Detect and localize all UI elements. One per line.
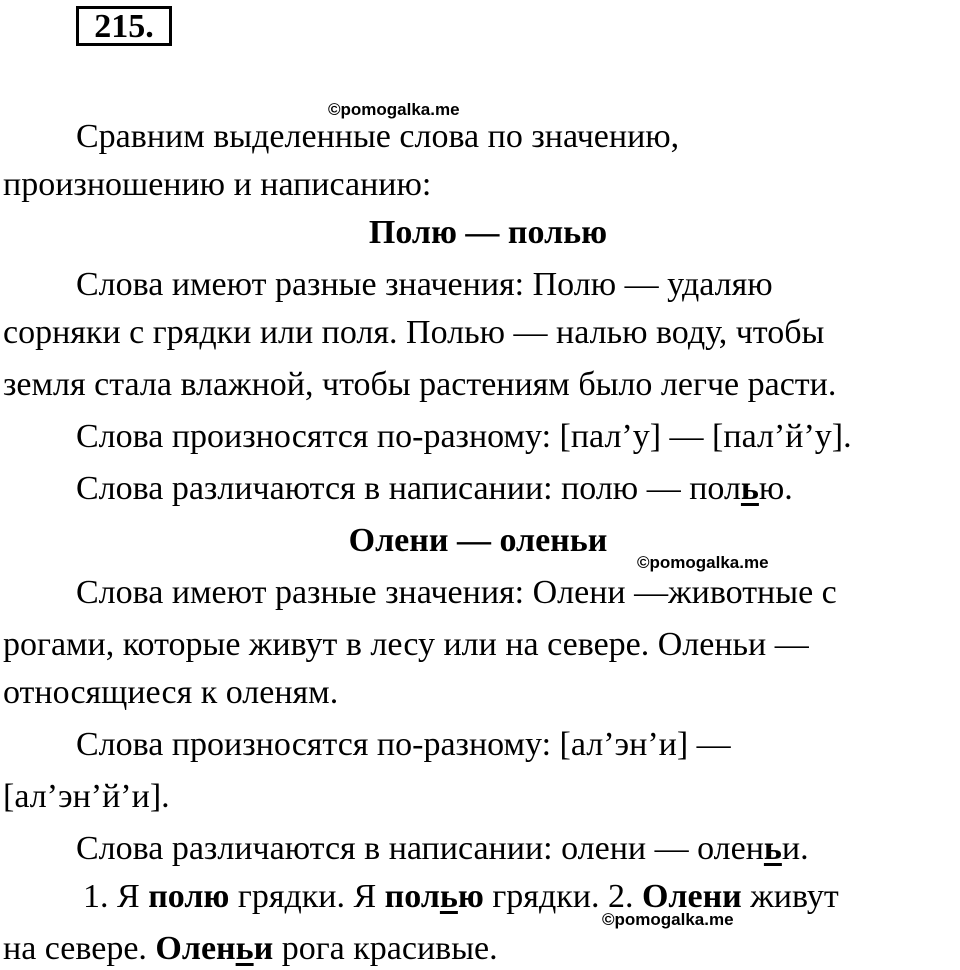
sentence-text: грядки. 2. (483, 878, 642, 915)
soft-sign-mark: ь (439, 878, 458, 915)
watermark-middle: ©pomogalka.me (637, 553, 769, 572)
oleni-meaning-line-2: рогами, которые живут в лесу или на севере. Оленьи — (3, 626, 809, 663)
polyu-pronunciation: Слова произносятся по-разному: [пал’у] — [пал’й’у]. (76, 418, 852, 455)
bold-word: Олен (155, 930, 236, 967)
soft-sign-mark: ь (740, 470, 759, 507)
polyu-meaning-line-3: земля стала влажной, чтобы растениям было легче расти. (3, 366, 837, 403)
soft-sign-mark: ь (763, 830, 782, 867)
sentence-text: рога красивые. (273, 930, 498, 967)
watermark-bottom: ©pomogalka.me (602, 910, 734, 929)
oleni-meaning-line-1: Слова имеют разные значения: Олени —животные с (76, 574, 837, 611)
oleni-pronunciation-line-2: [ал’эн’й’и]. (3, 778, 170, 815)
polyu-spelling-end: ю. (758, 470, 793, 507)
oleni-spelling (76, 829, 809, 869)
heading-oleni: Олени — оленьи (348, 522, 608, 559)
sentence-text: на севере. (3, 930, 156, 967)
sentence-line-2 (3, 929, 498, 969)
polyu-meaning-line-1: Слова имеют разные значения: Полю — удаляю (76, 266, 773, 303)
intro-line-1: Сравним выделенные слова по значению, (76, 118, 680, 155)
bold-word: пол (384, 878, 440, 915)
sentence-text: 1. Я (83, 878, 149, 915)
oleni-meaning-line-3: относящиеся к оленям. (3, 674, 339, 711)
oleni-pronunciation-line-1: Слова произносятся по-разному: [ал’эн’и] — (76, 726, 731, 763)
bold-word: Олени (641, 878, 742, 915)
polyu-spelling-text: Слова различаются в написании: полю — пол (76, 470, 741, 507)
soft-sign-mark: ь (235, 930, 254, 967)
watermark-top: ©pomogalka.me (328, 100, 460, 119)
bold-word: ю (457, 878, 484, 915)
heading-polyu: Полю — полью (368, 214, 608, 251)
sentence-text: грядки. Я (229, 878, 385, 915)
bold-word: и (253, 930, 274, 967)
oleni-spelling-end: и. (781, 830, 809, 867)
polyu-meaning-line-2: сорняки с грядки или поля. Полью — налью воду, чтобы (3, 314, 825, 351)
bold-word: полю (148, 878, 230, 915)
oleni-spelling-text: Слова различаются в написании: олени — олен (76, 830, 764, 867)
polyu-spelling (76, 469, 793, 509)
sentence-text: живут (741, 878, 839, 915)
intro-line-2: произношению и написанию: (3, 166, 432, 203)
exercise-number: 215. (76, 6, 172, 46)
